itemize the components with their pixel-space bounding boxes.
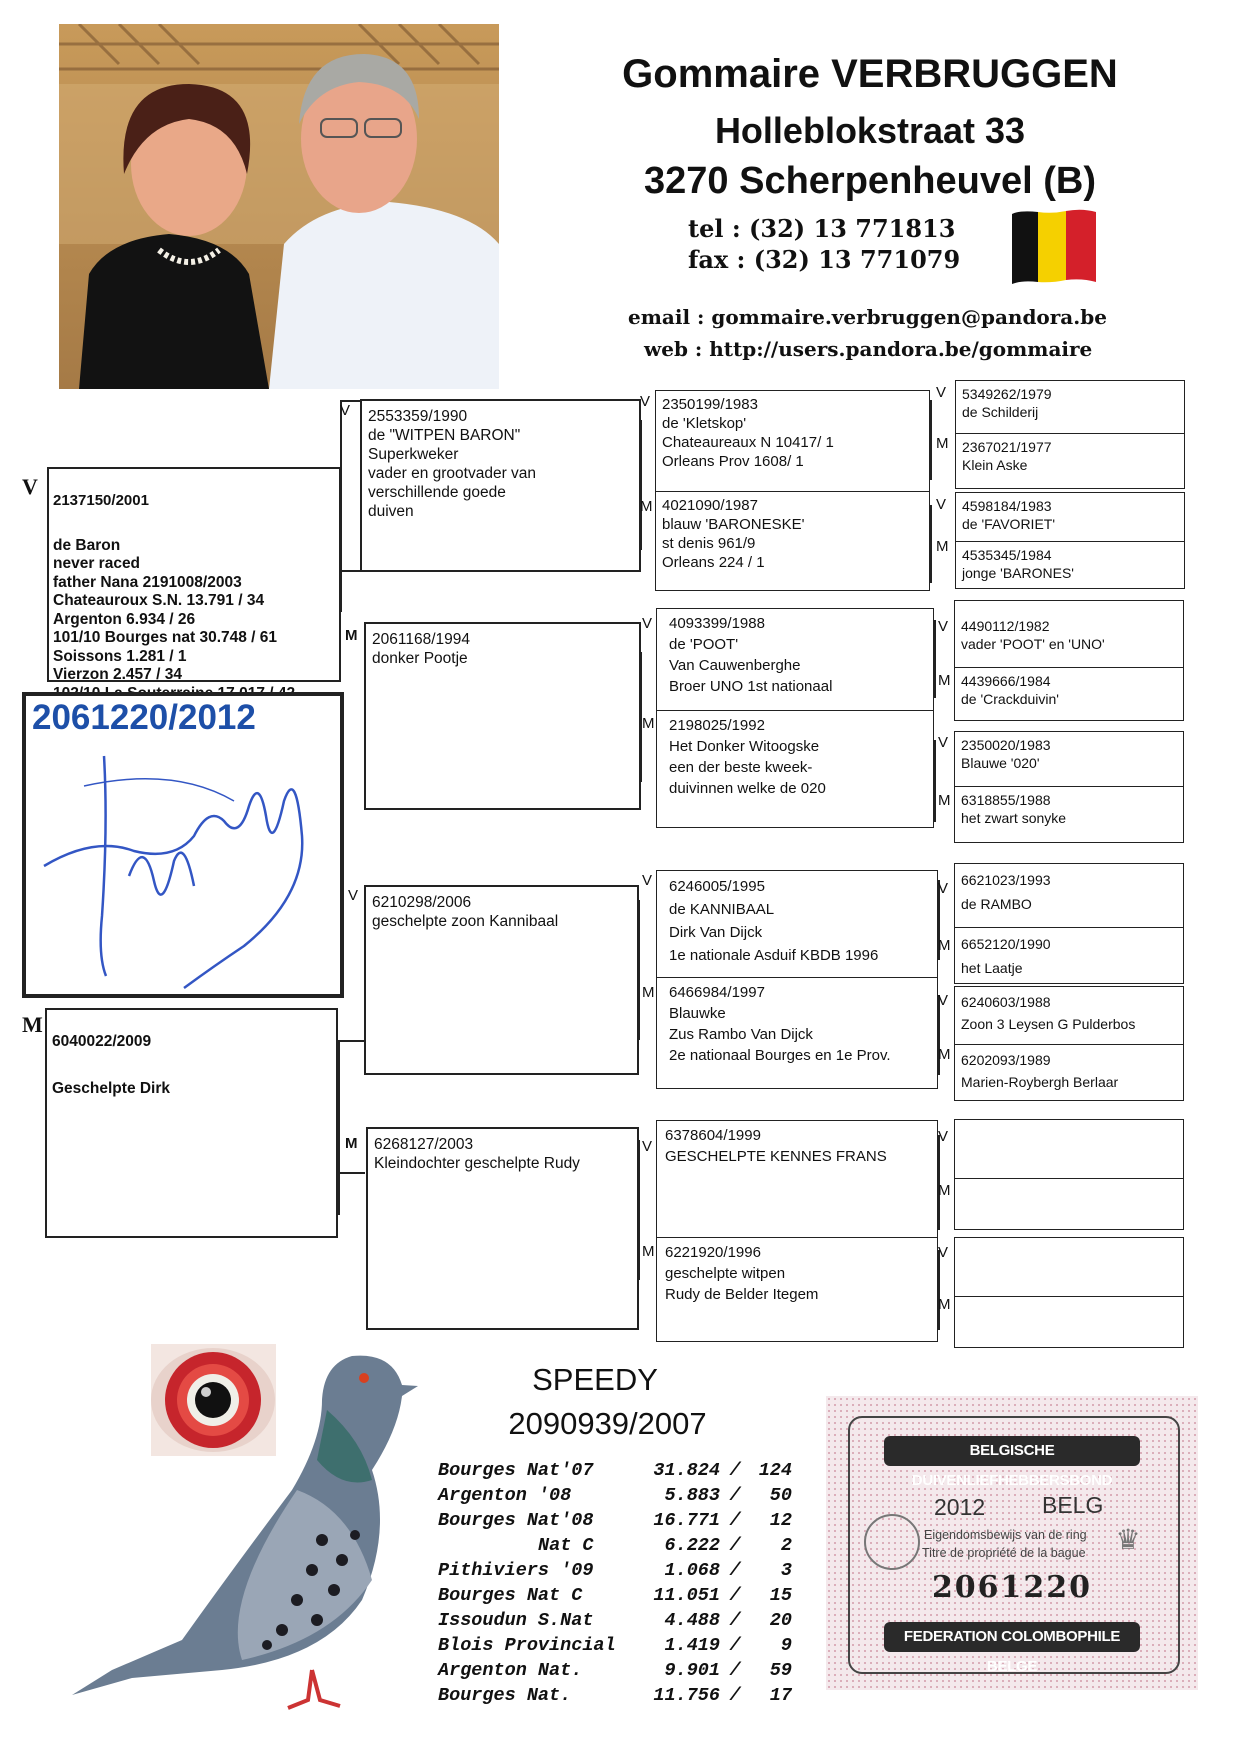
gen3-text: 6378604/1999 GESCHELPTE KENNES FRANS — [665, 1127, 887, 1165]
gen4-marker: V — [938, 880, 949, 897]
gen2-sire-text: 6210298/2006 geschelpte zoon Kannibaal — [372, 894, 559, 930]
connector — [934, 740, 936, 822]
gen2-marker: M — [345, 627, 358, 644]
owner-street: Holleblokstraat 33 — [714, 110, 1026, 151]
certificate-country: BELG — [1042, 1492, 1104, 1518]
gen4-box — [955, 492, 1185, 542]
certificate-number: 2061220 — [931, 1570, 1093, 1605]
gen3-box — [656, 977, 938, 1089]
connector — [340, 400, 342, 612]
gen3-text: 2198025/1992 Het Donker Witoogske een der beste kweek- duivinnen welke de 020 — [669, 717, 826, 797]
gen4-marker: M — [936, 538, 949, 555]
result-row: Pithiviers '09 1.068 / 3 — [438, 1560, 792, 1581]
gen4-marker: V — [938, 992, 949, 1009]
owner-email: email : gommaire.verbruggen@pandora.be — [628, 305, 1107, 329]
gen4-text: 6202093/1989 Marien-Roybergh Berlaar — [961, 1052, 1119, 1090]
gen3-marker: M — [640, 498, 653, 515]
gen3-marker: V — [642, 1138, 653, 1155]
connector — [930, 505, 932, 583]
certificate-line1: Eigendomsbewijs van de ring — [924, 1528, 1087, 1542]
owner-city: 3270 Scherpenheuvel (B) — [644, 160, 1096, 202]
father-marker: V — [22, 474, 38, 499]
subject-box — [22, 692, 344, 998]
connector — [934, 620, 936, 698]
gen3-box — [656, 1120, 938, 1238]
connector — [638, 900, 640, 1040]
gen4-box — [954, 1237, 1184, 1297]
gen2-dam-text: 6268127/2003 Kleindochter geschelpte Rudy — [374, 1136, 580, 1172]
gen4-text — [955, 1238, 1183, 1246]
gen4-text: 4598184/1983 de 'FAVORIET' — [962, 498, 1056, 532]
gen4-text: 6318855/1988 het zwart sonyke — [961, 792, 1067, 826]
subject-mother-ring: 6040022/2009 — [52, 1032, 152, 1050]
gen4-box — [954, 731, 1184, 787]
gen4-box — [955, 433, 1185, 489]
connector — [338, 1040, 340, 1215]
gen4-box — [955, 380, 1185, 434]
gen4-text: 4490112/1982 vader 'POOT' en 'UNO' — [961, 618, 1105, 652]
connector — [638, 1140, 640, 1280]
gen4-marker: M — [938, 1296, 951, 1313]
gen3-text: 2350199/1983 de 'Kletskop' Chateaureaux N 10417/ 1 Orleans Prov 1608/ 1 — [662, 396, 834, 470]
speedy-name: SPEEDY — [532, 1362, 658, 1397]
gen3-text: 4093399/1988 de 'POOT' Van Cauwenberghe Broer UNO 1st nationaal — [669, 615, 833, 695]
gen4-marker: M — [938, 1046, 951, 1063]
gen3-marker: V — [642, 872, 653, 889]
gen4-marker: M — [938, 792, 951, 809]
gen4-marker: V — [938, 734, 949, 751]
gen4-box — [954, 667, 1184, 721]
connector — [938, 1250, 940, 1330]
gen4-box — [954, 986, 1184, 1045]
gen4-box — [955, 541, 1185, 589]
certificate-seal-icon — [864, 1514, 920, 1570]
result-row: Bourges Nat C 11.051 / 15 — [438, 1585, 792, 1606]
certificate-year: 2012 — [934, 1494, 986, 1520]
speedy-ring: 2090939/2007 — [508, 1406, 707, 1441]
gen3-box — [656, 710, 934, 828]
gen3-box — [655, 491, 930, 591]
gen4-box — [954, 1119, 1184, 1179]
mother-marker: M — [22, 1012, 43, 1037]
gen2-dam-box — [366, 1127, 639, 1330]
connector — [338, 1040, 365, 1042]
certificate-bottom-banner: FEDERATION COLOMBOPHILE BELGE — [884, 1622, 1140, 1652]
result-row: Bourges Nat. 11.756 / 17 — [438, 1685, 792, 1706]
gen4-box — [954, 1296, 1184, 1348]
gen3-marker: M — [642, 984, 655, 1001]
gen4-marker: M — [938, 672, 951, 689]
owner-photo — [59, 24, 499, 389]
gen3-box — [656, 608, 934, 711]
gen4-marker: M — [936, 435, 949, 452]
gen3-marker: V — [640, 393, 651, 410]
subject-ring: 2061220/2012 — [32, 698, 256, 737]
gen4-text: 4439666/1984 de 'Crackduivin' — [961, 673, 1059, 707]
gen4-box — [954, 600, 1184, 668]
gen2-marker: M — [345, 1135, 358, 1152]
gen2-dam-text: 2061168/1994 donker Pootje — [372, 631, 470, 667]
gen2-marker: V — [348, 887, 359, 904]
result-row: Bourges Nat'07 31.824 / 124 — [438, 1460, 792, 1481]
certificate-line2: Titre de propriété de la bague — [922, 1546, 1086, 1560]
gen4-text: 6621023/1993 de RAMBO — [961, 872, 1051, 912]
gen4-text — [955, 1120, 1183, 1128]
owner-signature — [34, 746, 334, 991]
gen4-box — [954, 927, 1184, 984]
connector — [338, 1172, 365, 1174]
gen4-text: 6240603/1988 Zoon 3 Leysen G Pulderbos — [961, 994, 1136, 1032]
owner-tel: tel : (32) 13 771813 — [688, 214, 956, 243]
gen3-marker: M — [642, 715, 655, 732]
gen4-text: 2350020/1983 Blauwe '020' — [961, 737, 1051, 771]
result-row: Argenton Nat. 9.901 / 59 — [438, 1660, 792, 1681]
connector — [930, 400, 932, 480]
belgian-flag — [1010, 208, 1100, 286]
gen4-marker: V — [936, 496, 947, 513]
gen3-text: 6466984/1997 Blauwke Zus Rambo Van Dijck 2e nationaal Bourges en 1e Prov. — [669, 984, 891, 1064]
owner-fax: fax : (32) 13 771079 — [688, 245, 961, 274]
result-row: Issoudun S.Nat 4.488 / 20 — [438, 1610, 792, 1631]
result-row: Argenton '08 5.883 / 50 — [438, 1485, 792, 1506]
gen4-box — [954, 1044, 1184, 1101]
gen3-box — [656, 1237, 938, 1342]
gen4-marker: V — [938, 1244, 949, 1261]
gen4-text: 6652120/1990 het Laatje — [961, 936, 1051, 976]
gen4-box — [954, 1178, 1184, 1230]
gen3-marker: M — [642, 1243, 655, 1260]
certificate-top-banner: BELGISCHE DUIVENLIEFHEBBERSBOND — [884, 1436, 1140, 1466]
speedy-results — [438, 1458, 792, 1708]
ring-certificate — [826, 1396, 1198, 1690]
owner-name: Gommaire VERBRUGGEN — [622, 52, 1118, 96]
subject-mother-details: Geschelpte Dirk — [52, 1079, 171, 1097]
subject-father-details: de Baron never raced father Nana 2191008/2003 Chateauroux S.N. 13.791 / 34 Argenton 6.934 / 26 101/10 Bourges nat 30.748 / 61 Soissons 1.281 / 1 Vierzon 2.457 / 34 — [53, 536, 278, 683]
gen4-marker: M — [938, 937, 951, 954]
subject-mother-box — [45, 1008, 338, 1238]
gen2-sire-box — [360, 399, 641, 572]
result-row: Bourges Nat'08 16.771 / 12 — [438, 1510, 792, 1531]
gen4-marker: V — [938, 1128, 949, 1145]
gen4-box — [954, 863, 1184, 928]
gen3-box — [655, 390, 930, 492]
crown-icon: ♛ — [1115, 1524, 1141, 1555]
gen3-box — [656, 870, 938, 978]
gen4-text — [955, 1297, 1183, 1305]
subject-father-box — [47, 467, 341, 682]
owner-web: web : http://users.pandora.be/gommaire — [644, 337, 1093, 361]
connector — [640, 420, 642, 550]
result-row: Blois Provincial 1.419 / 9 — [438, 1635, 792, 1656]
gen4-marker: M — [938, 1182, 951, 1199]
gen2-sire-text: 2553359/1990 de "WITPEN BARON" Superkweker vader en grootvader van verschillende goede duiven — [368, 408, 537, 520]
gen4-text: 5349262/1979 de Schilderij — [962, 386, 1052, 420]
gen3-marker: V — [642, 615, 653, 632]
gen2-marker: V — [340, 402, 351, 419]
subject-father-ring: 2137150/2001 — [53, 491, 149, 509]
gen3-text: 6246005/1995 de KANNIBAAL Dirk Van Dijck 1e nationale Asduif KBDB 1996 — [669, 878, 879, 964]
pigeon-image — [72, 1340, 432, 1710]
gen4-text: 4535345/1984 jonge 'BARONES' — [962, 547, 1074, 581]
gen2-dam-box — [364, 622, 641, 810]
gen3-text: 4021090/1987 blauw 'BARONESKE' st denis 961/9 Orleans 224 / 1 — [662, 497, 805, 571]
gen4-text — [955, 1179, 1183, 1187]
result-row: Nat C 6.222 / 2 — [538, 1535, 792, 1556]
gen4-marker: V — [938, 618, 949, 635]
gen3-text: 6221920/1996 geschelpte witpen Rudy de Belder Itegem — [665, 1244, 819, 1303]
gen4-text: 2367021/1977 Klein Aske — [962, 439, 1052, 473]
gen4-marker: V — [936, 384, 947, 401]
gen2-sire-box — [364, 885, 639, 1075]
gen4-box — [954, 786, 1184, 843]
